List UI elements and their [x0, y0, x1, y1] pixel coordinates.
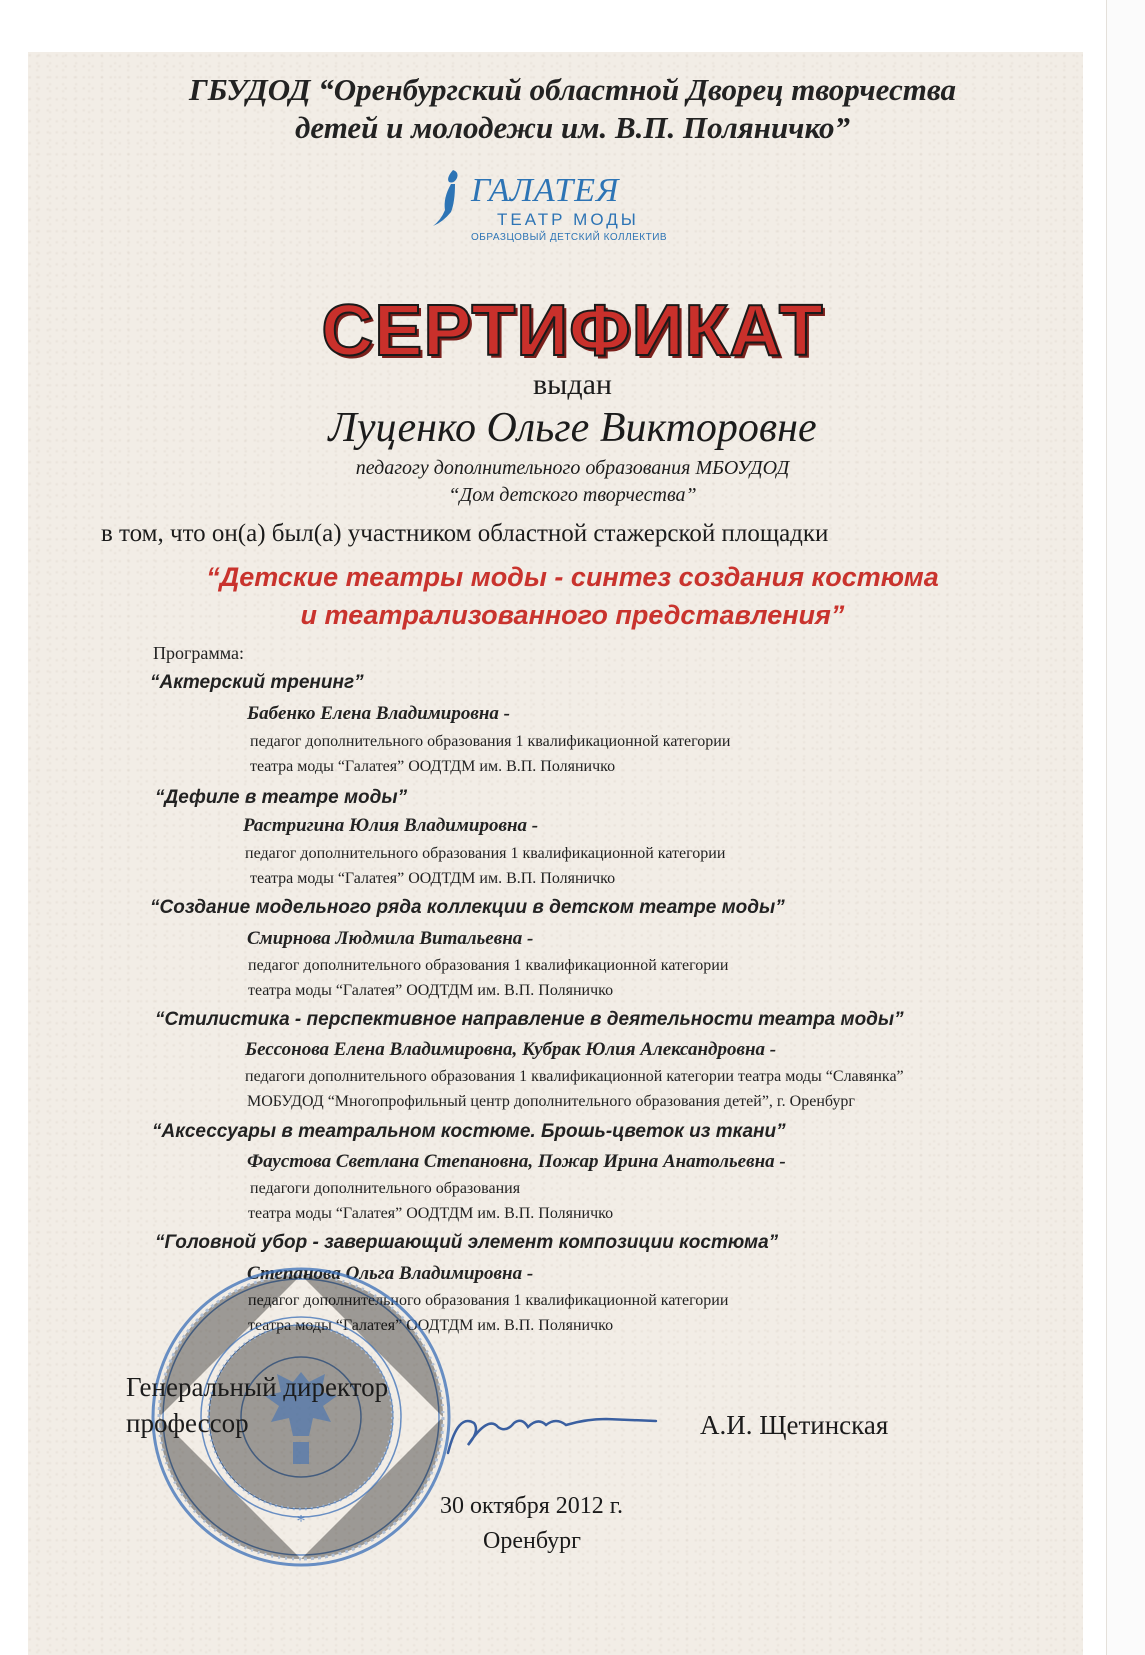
statement-text: в том, что он(а) был(а) участником областной стажерской площадки	[101, 520, 829, 547]
program-item-person: Растригина Юлия Владимировна -	[243, 815, 539, 836]
program-item-line-2: МОБУДОД “Многопрофильный центр дополнительного образования детей”, г. Оренбург	[247, 1093, 855, 1110]
event-title-line-1: “Детские театры моды - синтез создания костюма	[206, 562, 939, 592]
issued-label: выдан	[533, 368, 612, 401]
program-label: Программа:	[153, 643, 245, 663]
galateya-logo	[435, 172, 675, 252]
program-item-line-1: педагог дополнительного образования 1 квалификационной категории	[248, 957, 729, 974]
signatory-title: профессор	[126, 1408, 249, 1438]
recipient-organization: “Дом детского творчества”	[448, 484, 697, 506]
issue-city: Оренбург	[483, 1528, 581, 1554]
program-item-title: “Актерский тренинг”	[150, 672, 364, 693]
program-item-title: “Дефиле в театре моды”	[155, 787, 408, 808]
header-line-2: детей и молодежи им. В.П. Поляничко”	[294, 110, 850, 145]
issue-date: 30 октября 2012 г.	[440, 1493, 623, 1519]
handwritten-signature	[440, 1395, 670, 1465]
program-item-line-1: педагог дополнительного образования 1 квалификационной категории	[248, 1292, 729, 1309]
program-item-person: Смирнова Людмила Витальевна -	[247, 928, 534, 949]
program-item-title: “Стилистика - перспективное направление в деятельности театра моды”	[155, 1009, 904, 1030]
certificate-title: СЕРТИФИКАТ	[321, 291, 824, 371]
program-item-line-2: театра моды “Галатея” ООДТДМ им. В.П. Поляничко	[250, 870, 616, 887]
program-item-person: Бабенко Елена Владимировна -	[247, 703, 510, 724]
logo-subtitle: ТЕАТР МОДЫ	[497, 210, 639, 229]
header-line-1: ГБУДОД “Оренбургский областной Дворец творчества	[189, 72, 956, 107]
program-item-line-1: педагог дополнительного образования 1 квалификационной категории	[245, 845, 726, 862]
recipient-name: Луценко Ольге Викторовне	[328, 405, 817, 451]
program-item-title: “Аксессуары в театральном костюме. Брошь-цветок из ткани”	[152, 1121, 786, 1142]
program-item-line-1: педагоги дополнительного образования 1 квалификационной категории театра моды “Славянка”	[245, 1068, 904, 1085]
event-title-line-2: и театрализованного представления”	[300, 600, 845, 630]
recipient-position: педагогу дополнительного образования МБОУДОД	[355, 457, 790, 479]
logo-caption: ОБРАЗЦОВЫЙ ДЕТСКИЙ КОЛЛЕКТИВ	[471, 232, 668, 243]
program-item-line-1: педагоги дополнительного образования	[250, 1180, 521, 1197]
logo-name: ГАЛАТЕЯ	[471, 172, 620, 209]
program-item-line-2: театра моды “Галатея” ООДТДМ им. В.П. Поляничко	[248, 1205, 614, 1222]
svg-text:*: *	[296, 1511, 306, 1531]
program-item-line-2: театра моды “Галатея” ООДТДМ им. В.П. Поляничко	[248, 1317, 614, 1334]
program-item-line-2: театра моды “Галатея” ООДТДМ им. В.П. Поляничко	[248, 982, 614, 999]
program-item-title: “Создание модельного ряда коллекции в детском театре моды”	[150, 897, 785, 918]
dancer-icon	[431, 166, 471, 236]
program-item-line-1: педагог дополнительного образования 1 квалификационной категории	[250, 733, 731, 750]
signatory-role: Генеральный директор	[126, 1372, 389, 1402]
program-item-person: Степанова Ольга Владимировна -	[247, 1263, 534, 1284]
program-item-person: Фаустова Светлана Степановна, Пожар Ирина Анатольевна -	[247, 1151, 786, 1172]
program-item-title: “Головной убор - завершающий элемент композиции костюма”	[155, 1232, 779, 1253]
page-edge	[1106, 0, 1145, 1655]
program-item-person: Бессонова Елена Владимировна, Кубрак Юлия Александровна -	[245, 1039, 777, 1060]
program-item-line-2: театра моды “Галатея” ООДТДМ им. В.П. Поляничко	[250, 758, 616, 775]
signatory-name: А.И. Щетинская	[700, 1410, 889, 1440]
